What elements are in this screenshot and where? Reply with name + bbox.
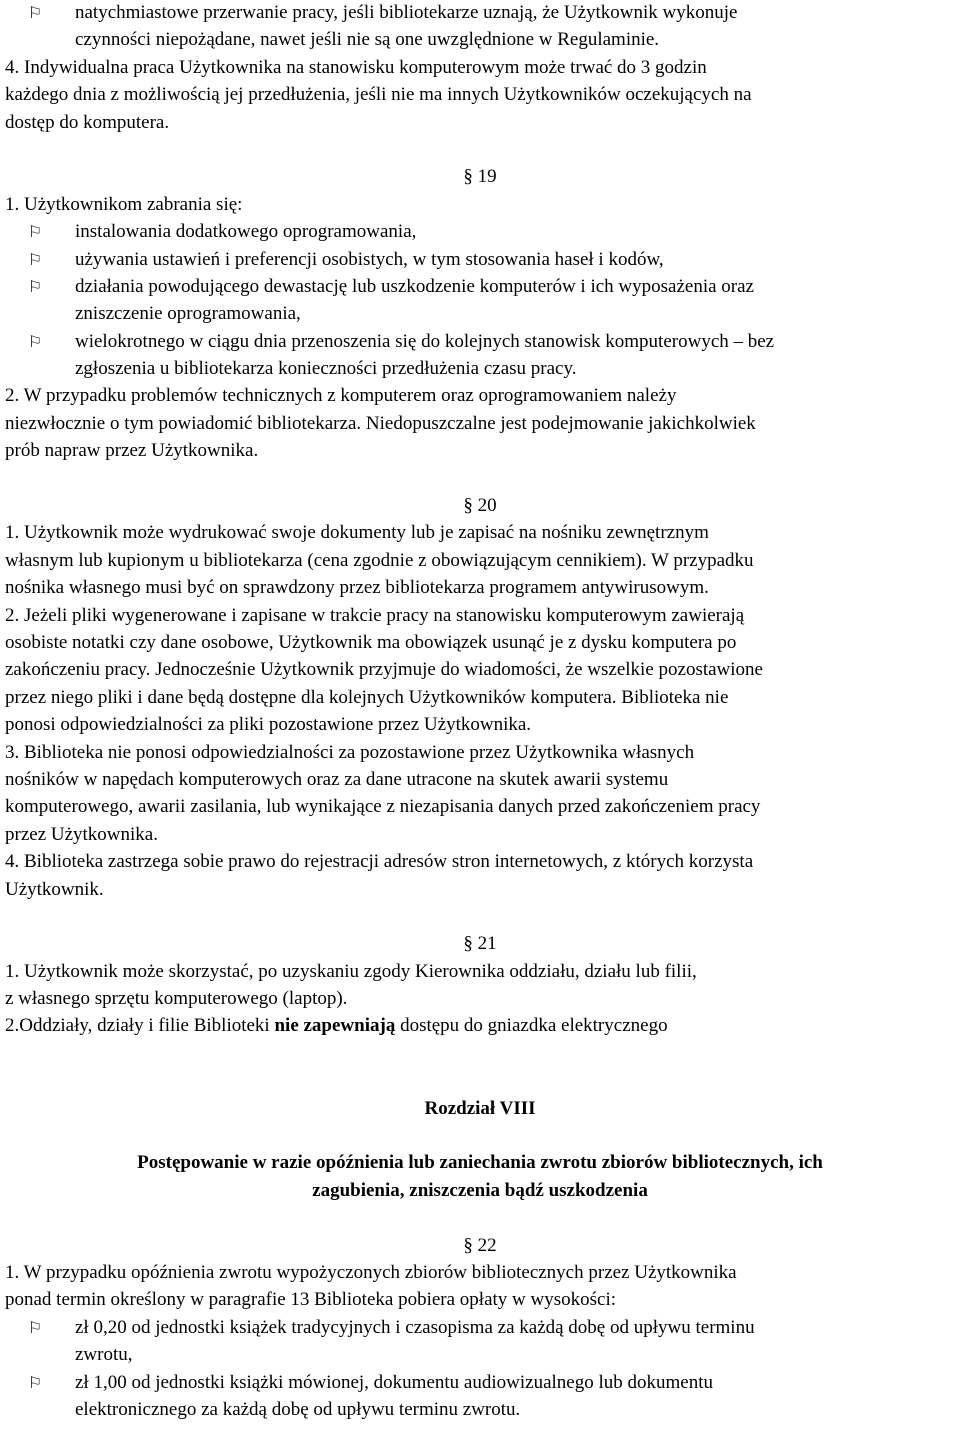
text-line: osobiste notatki czy dane osobowe, Użytkownik ma obowiązek usunąć je z dysku komputera po [5,631,737,653]
text-line: komputerowego, awarii zasilania, lub wynikające z niezapisania danych przed zakończeniem pracy [5,796,761,818]
bullet-icon: ⚐ [27,1317,43,1337]
bullet-icon: ⚐ [27,249,43,269]
list-item [5,273,955,300]
text-line: używania ustawień i preferencji osobistych, w tym stosowania haseł i kodów, [75,248,664,270]
spacer [5,465,955,492]
text-line: nośnika własnego musi być on sprawdzony przez bibliotekarza programem antywirusowym. [5,577,709,599]
text-line: wielokrotnego w ciągu dnia przenoszenia się do kolejnych stanowisk komputerowych – bez [75,330,775,352]
bullet-icon: ⚐ [27,1372,43,1392]
text-line: zł 1,00 od jednostki książki mówionej, dokumentu audiowizualnego lub dokumentu [75,1371,713,1393]
list-item [5,246,955,273]
text-line: zakończeniu pracy. Jednocześnie Użytkownik przyjmuje do wiadomości, że wszelkie pozostawione [5,659,763,681]
text-line: 2. Jeżeli pliki wygenerowane i zapisane w trakcie pracy na stanowisku komputerowym zawierają [5,604,745,626]
text-span: dostępu do gniazdka elektrycznego [395,1015,668,1037]
list-item [5,218,955,245]
paragraph-heading: § 21 [463,933,497,955]
text-line: zwrotu, [75,1344,133,1366]
text-line: działania powodującego dewastację lub uszkodzenie komputerów i ich wyposażenia oraz [75,275,754,297]
text-line: czynności niepożądane, nawet jeśli nie są one uwzględnione w Regulaminie. [75,29,660,51]
spacer [5,136,955,163]
text-line: przez niego pliki i dane będą dostępne dla kolejnych Użytkowników komputera. Biblioteka nie [5,686,729,708]
paragraph-heading: § 19 [463,166,497,188]
text-line [5,1012,955,1039]
text-line: 1. Użytkownik może wydrukować swoje dokumenty lub je zapisać na nośniku zewnętrznym [5,522,709,544]
text-line: ponad termin określony w paragrafie 13 Biblioteka pobiera opłaty w wysokości: [5,1289,617,1311]
text-line: instalowania dodatkowego oprogramowania, [75,221,417,243]
bullet-icon: ⚐ [27,3,43,22]
text-line: zł 0,20 od jednostki książek tradycyjnych i czasopisma za każdą dobę od upływu terminu [75,1316,755,1338]
chapter-title: Rozdział VIII [424,1097,536,1119]
text-line: dostęp do komputera. [5,111,170,133]
list-item [5,328,955,355]
list-item [5,0,955,26]
text-line: 1. Użytkownik może skorzystać, po uzyskaniu zgody Kierownika oddziału, działu lub filii, [5,960,697,982]
text-line: niezwłocznie o tym powiadomić bibliotekarza. Niedopuszczalne jest podejmowanie jakichkolwiek [5,412,756,434]
spacer [5,1122,955,1149]
text-line: 4. Biblioteka zastrzega sobie prawo do rejestracji adresów stron internetowych, z których korzysta [5,851,754,873]
spacer [5,1067,955,1094]
document-page [5,0,955,1423]
text-line: 3. Biblioteka nie ponosi odpowiedzialności za pozostawione przez Użytkownika własnych [5,741,695,763]
text-line: natychmiastowe przerwanie pracy, jeśli bibliotekarze uznają, że Użytkownik wykonuje [75,2,738,23]
text-line: 4. Indywidualna praca Użytkownika na stanowisku komputerowym może trwać do 3 godzin [5,56,707,78]
list-item [5,1369,955,1396]
text-span: 2.Oddziały, działy i filie Biblioteki [5,1015,275,1037]
text-line: 1. W przypadku opóźnienia zwrotu wypożyczonych zbiorów bibliotecznych przez Użytkownika [5,1261,737,1283]
text-line: własnym lub kupionym u bibliotekarza (cena zgodnie z obowiązującym cennikiem). W przypadku [5,549,754,571]
chapter-subtitle: zagubienia, zniszczenia bądź uszkodzenia [312,1179,648,1201]
paragraph-heading: § 20 [463,495,497,517]
bullet-icon: ⚐ [27,331,43,351]
bullet-icon: ⚐ [27,222,43,242]
bold-text: nie zapewniają [274,1015,396,1037]
text-line: Użytkownik. [5,878,104,900]
spacer [5,1204,955,1231]
text-line: nośników w napędach komputerowych oraz za dane utracone na skutek awarii systemu [5,768,669,790]
text-line: prób napraw przez Użytkownika. [5,440,259,462]
text-line: 1. Użytkownikom zabrania się: [5,193,243,215]
spacer [5,1040,955,1067]
text-line: ponosi odpowiedzialności za pliki pozostawione przez Użytkownika. [5,714,532,736]
list-item [5,1314,955,1341]
bullet-icon: ⚐ [27,276,43,296]
spacer [5,903,955,930]
text-line: 2. W przypadku problemów technicznych z komputerem oraz oprogramowaniem należy [5,385,677,407]
text-line: zniszczenie oprogramowania, [75,303,301,325]
text-line: z własnego sprzętu komputerowego (laptop). [5,988,348,1010]
text-line: elektronicznego za każdą dobę od upływu terminu zwrotu. [75,1398,521,1420]
text-line: przez Użytkownika. [5,823,158,845]
chapter-subtitle: Postępowanie w razie opóźnienia lub zaniechania zwrotu zbiorów bibliotecznych, ich [137,1152,823,1174]
text-line: każdego dnia z możliwością jej przedłużenia, jeśli nie ma innych Użytkowników oczekujących na [5,84,752,106]
paragraph-heading: § 22 [463,1234,497,1256]
text-line: zgłoszenia u bibliotekarza konieczności przedłużenia czasu pracy. [75,358,577,380]
